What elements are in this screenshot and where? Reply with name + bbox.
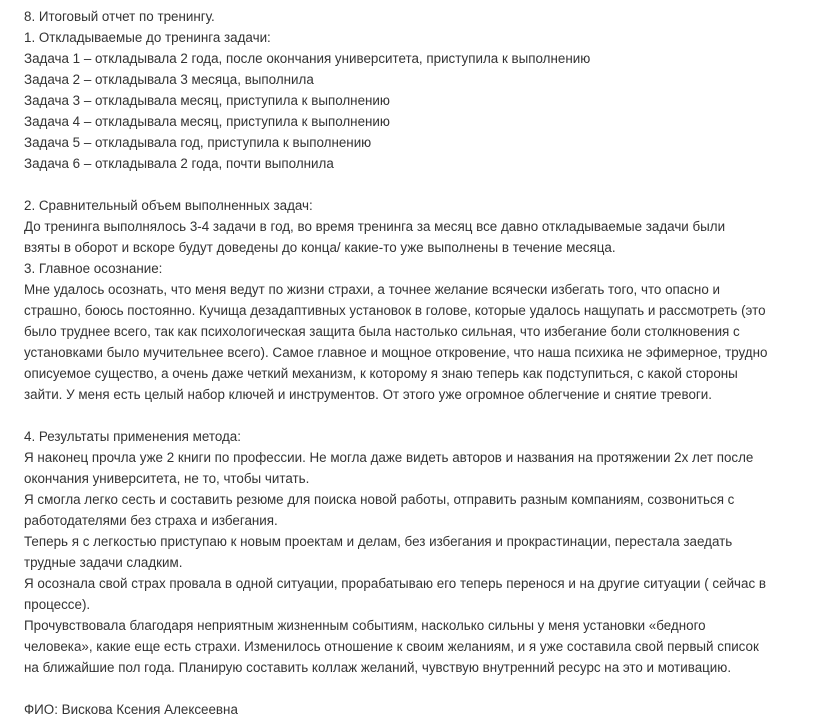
task-item: Задача 4 – откладывала месяц, приступила к выполнению (24, 114, 390, 129)
paragraph-line: человека», какие еще есть страхи. Изменилось отношение к своим желаниям, и я уже составила свой первый список (24, 639, 759, 654)
paragraph-line: описуемое существо, а очень даже четкий механизм, к которому я знаю теперь как подступиться, с какой стороны (24, 366, 738, 381)
paragraph-line: Теперь я с легкостью приступаю к новым проектам и делам, без избегания и прокрастинации, перестала заедать (24, 534, 733, 549)
paragraph-line: Прочувствовала благодаря неприятным жизненным событиям, насколько сильны у меня установки «бедного (24, 618, 706, 633)
paragraph-line: трудные задачи сладким. (24, 555, 183, 570)
paragraph-line: работодателями без страха и избегания. (24, 513, 278, 528)
section-method-results (24, 426, 824, 678)
task-item: Задача 2 – откладывала 3 месяца, выполнила (24, 72, 314, 87)
section-heading: 3. Главное осознание: (24, 261, 163, 276)
section-heading: 2. Сравнительный объем выполненных задач: (24, 198, 313, 213)
section-heading: 1. Откладываемые до тренинга задачи: (24, 30, 271, 45)
paragraph-line: процессе). (24, 597, 91, 612)
spacer (24, 678, 824, 699)
paragraph-line: Мне удалось осознать, что меня ведут по жизни страхи, а точнее желание всячески избегать того, что опасно и (24, 282, 720, 297)
paragraph-line: Я наконец прочла уже 2 книги по профессии. Не могла даже видеть авторов и названия на протяжении 2х лет после (24, 450, 754, 465)
paragraph-line: окончания университета, не то, чтобы читать. (24, 471, 310, 486)
paragraph-line: Я осознала свой страх провала в одной ситуации, прорабатываю его теперь перенося и на другие ситуации ( сейчас в (24, 576, 767, 591)
paragraph-line: До тренинга выполнялось 3-4 задачи в год, во время тренинга за месяц все давно откладываемые задачи были (24, 219, 726, 234)
spacer (24, 405, 824, 426)
task-item: Задача 3 – откладывала месяц, приступила к выполнению (24, 93, 390, 108)
task-item: Задача 5 – откладывала год, приступила к выполнению (24, 135, 372, 150)
paragraph-line: страшно, боюсь постоянно. Кучища дезадаптивных установок в голове, которые удалось нащупать и рассмотреть (это (24, 303, 766, 318)
paragraph-line: было труднее всего, так как психологическая защита была настолько сильная, что избегание боли столкновения с (24, 324, 740, 339)
report-document (24, 6, 824, 720)
paragraph-line: Я смогла легко сесть и составить резюме для поиска новой работы, отправить разным компаниям, созвониться с (24, 492, 735, 507)
paragraph-line: на ближайшие пол года. Планирую составить коллаж желаний, чувствую внутренний ресурс на это и мотивацию. (24, 660, 732, 675)
task-item: Задача 1 – откладывала 2 года, после окончания университета, приступила к выполнению (24, 51, 591, 66)
section-postponed-tasks (24, 27, 824, 174)
task-item: Задача 6 – откладывала 2 года, почти выполнила (24, 156, 334, 171)
paragraph-line: зайти. У меня есть целый набор ключей и инструментов. От этого уже огромное облегчение и снятие тревоги. (24, 387, 712, 402)
paragraph-line: взяты в оборот и вскоре будут доведены до конца/ какие-то уже выполнены в течение месяца. (24, 240, 616, 255)
section-heading: 4. Результаты применения метода: (24, 429, 241, 444)
section-comparative-volume (24, 195, 824, 258)
spacer (24, 174, 824, 195)
section-main-insight (24, 258, 824, 405)
paragraph-line: установками было мучительнее всего). Самое главное и мощное откровение, что наша психика не эфимерное, трудно (24, 345, 768, 360)
report-title: 8. Итоговый отчет по тренингу. (24, 9, 215, 24)
signature: ФИО: Вискова Ксения Алексеевна (24, 702, 238, 717)
